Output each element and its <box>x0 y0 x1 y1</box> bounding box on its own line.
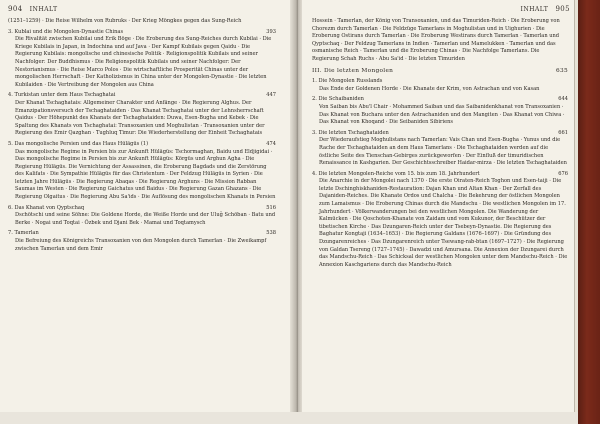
toc-section-description: Die Befreiung des Königreichs Transoxanien von den Mongolen durch Tamerlan · Die Zweikampf zwischen Tamerlan und dem Emir <box>15 238 267 252</box>
toc-section-description: Von Saiban bis Abu'l Chair · Mohammed Saiban und das Saibanidenkhanat von Transoxanien · Das Khanat von Buchara unter den Astrachaniden und den Mangiten · Das Khanat von Chiwa · Das Khanat von Khoqand · Die Seibaniden Sibiriens <box>319 103 565 126</box>
toc-continued-text: Hossein · Tamerlan, der König von Transoxanien, und das Timuriden-Reich · Die Eroberung von Chorezm durch Tamerlan · Die Feldzüge Tamerlans in Moghulistan und in Uighurien · Die Eroberung Ostirans durch Tamerlan · Die Eroberung Westirans durch Tamerlan · Tamerlan und Qyptschaq · Der Feldzug Tamerlans in Indien · Tamerlan und Mamelukken · Tamerlan und das osmanische Reich · Tamerlan und die Eroberung Chinas · Die Nachfolge Tamerlans. Die Regierung Schah Ruchs · Abu Sa'id · Die letzten Timuriden <box>312 18 560 62</box>
right-page-number: 905 <box>555 5 570 13</box>
toc-page-number: 516 <box>266 204 276 211</box>
toc-page-number: 635 <box>556 67 568 74</box>
toc-section-title: 5. Das mongolische Persien und das Haus Hülägüs (1) 474 <box>8 140 276 147</box>
toc-section <box>312 171 568 270</box>
toc-page-number: 447 <box>266 92 276 99</box>
left-page <box>0 0 291 424</box>
toc-section-title: 7. Tamerlan 538 <box>8 230 276 237</box>
right-head-label: INHALT <box>520 6 549 13</box>
toc-section-title: 2. Die Schaibaniden 644 <box>312 96 568 103</box>
toc-page-number: 644 <box>558 96 568 103</box>
right-toc <box>312 18 568 269</box>
toc-section-title: 1. Die Mongolen Russlands <box>312 78 383 85</box>
book-cover <box>578 0 600 424</box>
toc-part-heading: III. Die letzten Mongolen 635 <box>312 67 568 74</box>
toc-section <box>8 29 276 90</box>
toc-section-description: Der Wiederaufstieg Moghulistans nach Tamerlan: Vais Chan und Esen-Bugha · Yunus und die Rache der Tschaghataiden an dem Haus Tamerlans · Die Tschaghataiden werden auf die östliche Seite des Tienschan-Gebirges zurückgeworfen · Der Einfluß der timuridischen Renaissance in Kashgarien. Der Geschichtsschreiber Haidar-mirza · Die letzten Tschaghataiden <box>319 137 567 167</box>
toc-section-title: 6. Das Khanat von Qyptschaq 516 <box>8 204 276 211</box>
toc-section-description: Die Anarchie in der Mongolei nach 1370 · Die erste Oiraten-Reich Toghon und Esen-taiji · Die letzte Dschinghiskhaniden-Restauration: Dajan Khan und Altan Khan · Der Zerfall des Dajaniden-Reiches. Die Khanate Ordos und Chalcha · Die Bekehrung der östlichen Mongolen zum Lamaismus · Die Eroberung Chinas durch die Mandschu · Die westlichen Mongolen im 17. Jahrhundert · Völkerwanderungen bei den westlichen Mongolen. Die Wanderung der Kalmücken · Die Qoschoten-Khanate von Zaidam und vom Kukunor, der Beschützer der tibetischen Kirche · Das Dzungaren-Reich unter der Tsebeyn-Dynastie. Die Regierung des Baghatur Kongtaji (1634–1653) · Die Regierung Galdans (1676–1697) · Die Gründung des Dzungarenreiches · Das Dzungarenreich unter Tsewang-rab-btan (1697–1727) · Die Regierung von Galdan Tsereng (1727–1745) · Dawadzi und Amursana. Die Annexion der Dzungarei durch das Mandschu-Reich · Das Schicksal der westlichen Mongolen unter dem Mandschu-Reich · Die Annexion Kaschgariens durch das Mandschu-Reich <box>319 178 568 268</box>
toc-section-description: Der Khanat Tschaghatais: Allgemeiner Charakter und Anfänge · Die Regierung Alghus. Der Emanzipationsversuch der Tschaghataiden · Das Khanat Tschaghatai unter der Lehnsherrschaft Qaidus · Der Höhepunkt des Khanats der Tschaghataiden: Duwa, Esen-Bugha und Kebek · Die Spaltung des Khanats von Tschaghatai: Transoxanien und Moghulistan · Transoxanien unter der Regierung des Emir Qazghan · Tughluq Timur: Die Wiederherstellung der Einheit Tschaghatais <box>15 99 265 137</box>
toc-continued-text: (1251–1259) · Die Reise Wilhelm von Rubruks · Der Krieg Möngkes gegen das Sung-Reich <box>8 18 242 24</box>
toc-section-description: Das mongolische Regime in Persien bis zur Ankunft Hülägüs: Tschormaghan, Baidu und Eldjigidai · Das mongolische Regime in Persien bis zur Ankunft Hülägüs: Körgüs und Arghun Agha · Die Regierung Hülägüs. Die Vernichtung der Assassinen, die Eroberung Bagdads und die Zerstörung des Kalifats · Die Sympathie Hülägüs für das Christentum · Der Feldzug Hülägüs in Syrien · Die letzten Jahre Hülägüs · Die Regierung Abaqas · Die Regierung Arghuns · Die Mission Rabban Saumas im Westen · Die Regierung Gaichatus und Baidus · Die Regierung Gazan Ghazans · Die Regierung Olgaitus · Die Regierung Abu Sa'ids · Die Auflösung des mongolischen Khanats in Persien <box>15 148 276 201</box>
toc-section-title: 4. Turkistan unter dem Haus Tschaghatai 447 <box>8 92 276 99</box>
right-running-head <box>520 5 570 13</box>
toc-section <box>312 130 568 168</box>
toc-section <box>312 96 568 126</box>
toc-section-title: 3. Die letzten Tschaghataiden 661 <box>312 129 568 136</box>
page-bottom-margin <box>0 412 578 424</box>
toc-page-number: 676 <box>558 170 568 177</box>
toc-section-description: Dschötschi und seine Söhne: Die Goldene Horde, die Weiße Horde und der Uluǧ Schöban · Batu und Berke · Nogai und Toqtai · Özbek und Djani Bek · Mamai und Toqtamysch <box>15 212 276 226</box>
left-head-label: INHALT <box>29 6 58 13</box>
left-page-number: 904 <box>8 5 23 13</box>
left-running-head <box>8 5 58 13</box>
toc-section <box>8 230 276 253</box>
toc-section-title: 3. Kublai und die Mongolen-Dynastie Chinas 393 <box>8 28 276 35</box>
toc-section-title: 4. Die letzten Mongolen-Reiche vom 15. bis zum 18. Jahrhundert 676 <box>312 170 568 177</box>
toc-section <box>8 92 276 138</box>
toc-page-number: 474 <box>266 140 276 147</box>
toc-section-description: Das Ende der Goldenen Horde · Die Khanate der Krim, von Astrachan und von Kasan <box>319 85 540 92</box>
toc-section <box>8 205 276 228</box>
right-page <box>302 0 578 424</box>
toc-page-number: 538 <box>266 230 276 237</box>
toc-section-description: Die Rivalität zwischen Kubilai und Erik Böge · Die Eroberung des Sung-Reiches durch Kubilai · Die Kriege Kubilais in Japan, in Indochina und auf Java · Der Kampf Kubilais gegen Qaidu · Die Regierung Kubilais: mongolische und chinesische Politik · Religionspolitik Kubilais und seiner Nachfolger: Der Buddhismus · Die Religionspolitik Kubilais und seiner Nachfolger: Der Nestorianismus · Die Reise Marco Polos · Die wirtschaftliche Prosperität Chinas unter der mongolischen Herrschaft · Der Katholizismus in China unter der Mongolen-Dynastie · Die letzten Kubilaiden · Die Vertreibung der Mongolen aus China <box>15 36 272 88</box>
toc-page-number: 661 <box>558 129 568 136</box>
left-toc <box>8 18 276 253</box>
toc-section <box>8 141 276 202</box>
toc-section <box>312 78 568 93</box>
toc-page-number: 393 <box>266 28 276 35</box>
